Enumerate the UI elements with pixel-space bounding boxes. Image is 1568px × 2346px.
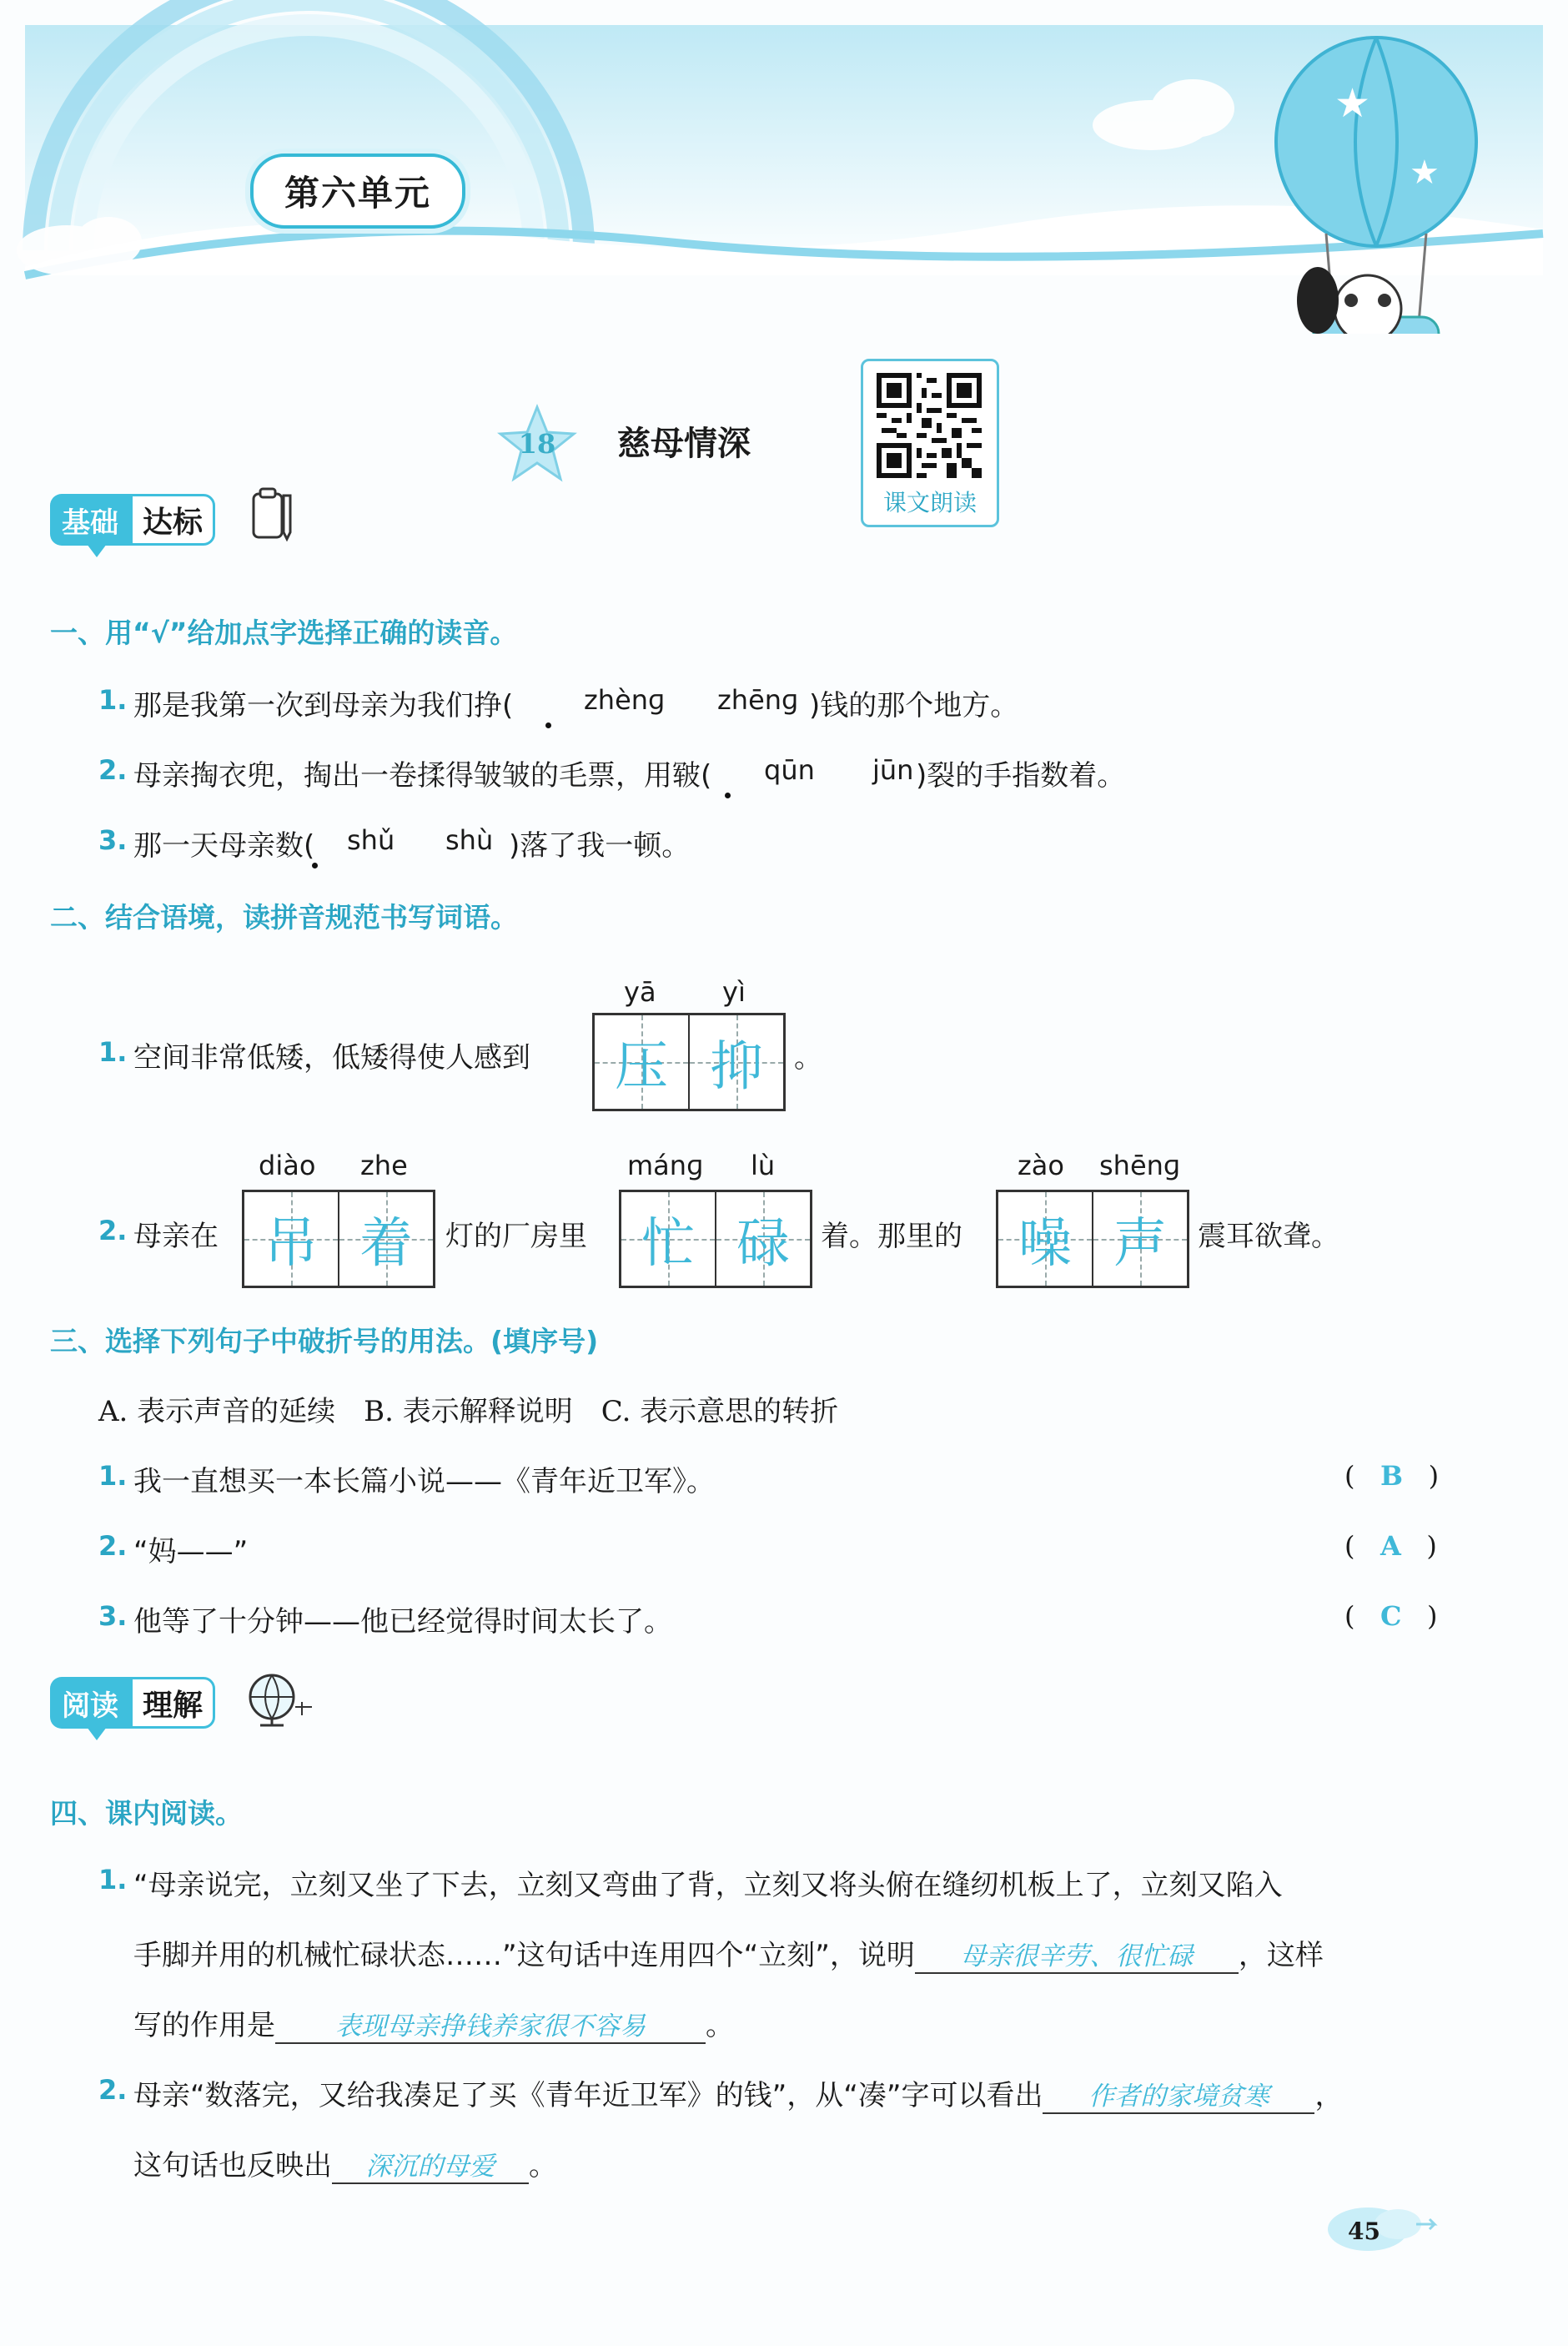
s4-q2-line1-before: 母亲“数落完，又给我凑足了买《青年近卫军》的钱”，从“凑”字可以看出	[133, 2079, 1043, 2112]
s1-item3-before: 那一天母亲数(	[133, 829, 315, 863]
s4-q1-line3	[133, 2002, 734, 2044]
s3-item2-answer[interactable]: ( A )	[1344, 1530, 1437, 1562]
answer-letter: A	[1380, 1530, 1401, 1562]
s4-q1-answer1[interactable]: 母亲很辛劳、很忙碌	[915, 1935, 1239, 1974]
lesson-number-star	[497, 404, 577, 484]
s1-item1-before: 那是我第一次到母亲为我们挣(	[133, 689, 514, 722]
s2-w3-pinyin1: zào	[1018, 1150, 1064, 1181]
s4-q1-line3-after: 。	[706, 2009, 734, 2042]
s4-q1-line2-after: ，这样	[1238, 1939, 1324, 1972]
section-tag-reading	[50, 1677, 215, 1729]
writing-grid-2[interactable]	[242, 1190, 435, 1288]
s2-w2-pinyin1: mánɡ	[627, 1150, 704, 1181]
answer-char: 忙	[641, 1213, 695, 1275]
section2-heading: 二、结合语境，读拼音规范书写词语。	[50, 901, 518, 934]
balloon-illustration	[1276, 38, 1476, 334]
s2-item2-seg4: 震耳欲聋。	[1198, 1220, 1339, 1253]
tag-basic-right: 达标	[130, 494, 215, 546]
s1-item1-opt2[interactable]: zhēnɡ	[717, 684, 799, 716]
s2-item2-seg1: 母亲在	[133, 1220, 219, 1253]
lesson-title: 慈母情深	[617, 424, 751, 463]
s1-item3-num: 3.	[98, 824, 128, 856]
s1-item3-after: )落了我一顿。	[509, 829, 691, 863]
s2-w1-pinyin1: diào	[259, 1150, 316, 1181]
s1-item1-num: 1.	[98, 684, 128, 716]
s2-w2-pinyin2: lù	[751, 1150, 776, 1181]
section3-heading: 三、选择下列句子中破折号的用法。(填序号)	[50, 1325, 599, 1357]
s4-q1-answer2[interactable]: 表现母亲挣钱养家很不容易	[275, 2005, 706, 2044]
s2-item2-num: 2.	[98, 1215, 128, 1246]
s2-item2-seg3: 着。那里的	[821, 1220, 962, 1253]
section4-heading: 四、课内阅读。	[50, 1797, 243, 1830]
svg-text:★: ★	[1334, 80, 1371, 127]
answer-char: 声	[1113, 1213, 1167, 1275]
s3-item2-text: “妈——”	[133, 1535, 249, 1568]
answer-char: 抑	[710, 1036, 763, 1098]
s4-q1-line2-before: 手脚并用的机械忙碌状态……”这句话中连用四个“立刻”，说明	[133, 1939, 915, 1972]
s4-q1-num: 1.	[98, 1864, 128, 1895]
s3-item3-text: 他等了十分钟——他已经觉得时间太长了。	[133, 1605, 672, 1639]
s4-q2-answer2[interactable]: 深沉的母爱	[332, 2145, 529, 2184]
section1-heading: 一、用“√”给加点字选择正确的读音。	[50, 617, 518, 649]
qr-label: 课文朗读	[882, 489, 977, 516]
answer-char: 吊	[264, 1213, 318, 1275]
s2-item1-num: 1.	[98, 1036, 128, 1068]
answer-char: 碌	[736, 1213, 790, 1275]
s1-item1-opt1[interactable]: zhènɡ	[584, 684, 666, 716]
s4-q1-line3-before: 写的作用是	[133, 2009, 275, 2042]
grid-cell[interactable]	[690, 1015, 783, 1109]
s3-item1-text: 我一直想买一本长篇小说——《青年近卫军》。	[133, 1465, 715, 1498]
globe-icon	[242, 1669, 317, 1735]
s4-q1-line1: “母亲说完，立刻又坐了下去，立刻又弯曲了背，立刻又将头俯在缝纫机板上了，立刻又陷入	[133, 1869, 1283, 1902]
s2-item1-text-before: 空间非常低矮，低矮得使人感到	[133, 1041, 530, 1075]
writing-grid-4[interactable]	[996, 1190, 1189, 1288]
clipboard-icon	[249, 486, 304, 546]
grid-cell[interactable]	[1093, 1192, 1187, 1286]
s3-item1-num: 1.	[98, 1460, 128, 1492]
s1-item2-before: 母亲掏衣兜，掏出一卷揉得皱皱的毛票，用皲(	[133, 759, 712, 793]
answer-letter: C	[1380, 1600, 1402, 1632]
grid-cell[interactable]	[595, 1015, 690, 1109]
s3-options: A. 表示声音的延续 B. 表示解释说明 C. 表示意思的转折	[98, 1395, 839, 1428]
qr-code-box[interactable]	[861, 359, 999, 527]
page-cloud-icon	[1318, 2199, 1443, 2258]
s4-q2-line2-before: 这句话也反映出	[133, 2149, 332, 2182]
s3-item3-answer[interactable]: ( C )	[1344, 1600, 1438, 1632]
s2-item1-pinyin1: yā	[624, 976, 656, 1008]
lesson-number-text: 18	[518, 428, 556, 460]
section-tag-basic	[50, 494, 215, 546]
s3-item2-num: 2.	[98, 1530, 128, 1562]
unit-title: 第六单元	[250, 154, 465, 229]
answer-char: 噪	[1018, 1213, 1072, 1275]
s1-item3-opt1[interactable]: shǔ	[347, 824, 395, 856]
tag-reading-left: 阅读	[50, 1677, 130, 1729]
emphasis-dot	[312, 863, 318, 868]
s1-item2-opt2[interactable]: jūn	[872, 754, 914, 786]
grid-cell[interactable]	[621, 1192, 716, 1286]
s2-item1-pinyin2: yì	[722, 976, 746, 1008]
s4-q2-num: 2.	[98, 2074, 128, 2106]
grid-cell[interactable]	[339, 1192, 433, 1286]
s4-q2-answer1[interactable]: 作者的家境贫寒	[1043, 2075, 1314, 2114]
qr-code-icon	[877, 373, 982, 478]
emphasis-dot	[545, 722, 551, 728]
svg-text:★: ★	[1410, 154, 1440, 192]
s4-q1-line2	[133, 1932, 1324, 1974]
s1-item2-after: )裂的手指数着。	[916, 759, 1126, 793]
s4-q2-line2-after: 。	[529, 2149, 557, 2182]
s4-q2-line2	[133, 2142, 557, 2184]
answer-char: 压	[615, 1036, 668, 1098]
s2-w3-pinyin2: shēnɡ	[1099, 1150, 1181, 1181]
writing-grid-3[interactable]	[619, 1190, 812, 1288]
tag-basic-left: 基础	[50, 494, 130, 546]
header-banner	[0, 0, 1568, 334]
s3-item3-num: 3.	[98, 1600, 128, 1632]
page-number: 45	[1348, 2218, 1380, 2245]
s1-item2-num: 2.	[98, 754, 128, 786]
answer-letter: B	[1380, 1460, 1404, 1492]
grid-cell[interactable]	[244, 1192, 339, 1286]
s4-q2-line1-after: ，	[1314, 2079, 1344, 2112]
s1-item2-opt1[interactable]: qūn	[764, 754, 815, 786]
s1-item1-after: )钱的那个地方。	[809, 689, 1019, 722]
s2-item1-text-after: 。	[794, 1041, 822, 1075]
s4-q2-line1	[133, 2072, 1343, 2114]
tag-reading-right: 理解	[130, 1677, 215, 1729]
emphasis-dot	[725, 793, 731, 798]
s3-item1-answer[interactable]: ( B )	[1344, 1460, 1440, 1492]
writing-grid-1[interactable]	[592, 1013, 786, 1111]
grid-cell[interactable]	[716, 1192, 810, 1286]
s1-item3-opt2[interactable]: shù	[445, 824, 494, 856]
answer-char: 着	[359, 1213, 413, 1275]
grid-cell[interactable]	[998, 1192, 1093, 1286]
s2-w1-pinyin2: zhe	[360, 1150, 408, 1181]
s2-item2-seg2: 灯的厂房里	[445, 1220, 587, 1253]
